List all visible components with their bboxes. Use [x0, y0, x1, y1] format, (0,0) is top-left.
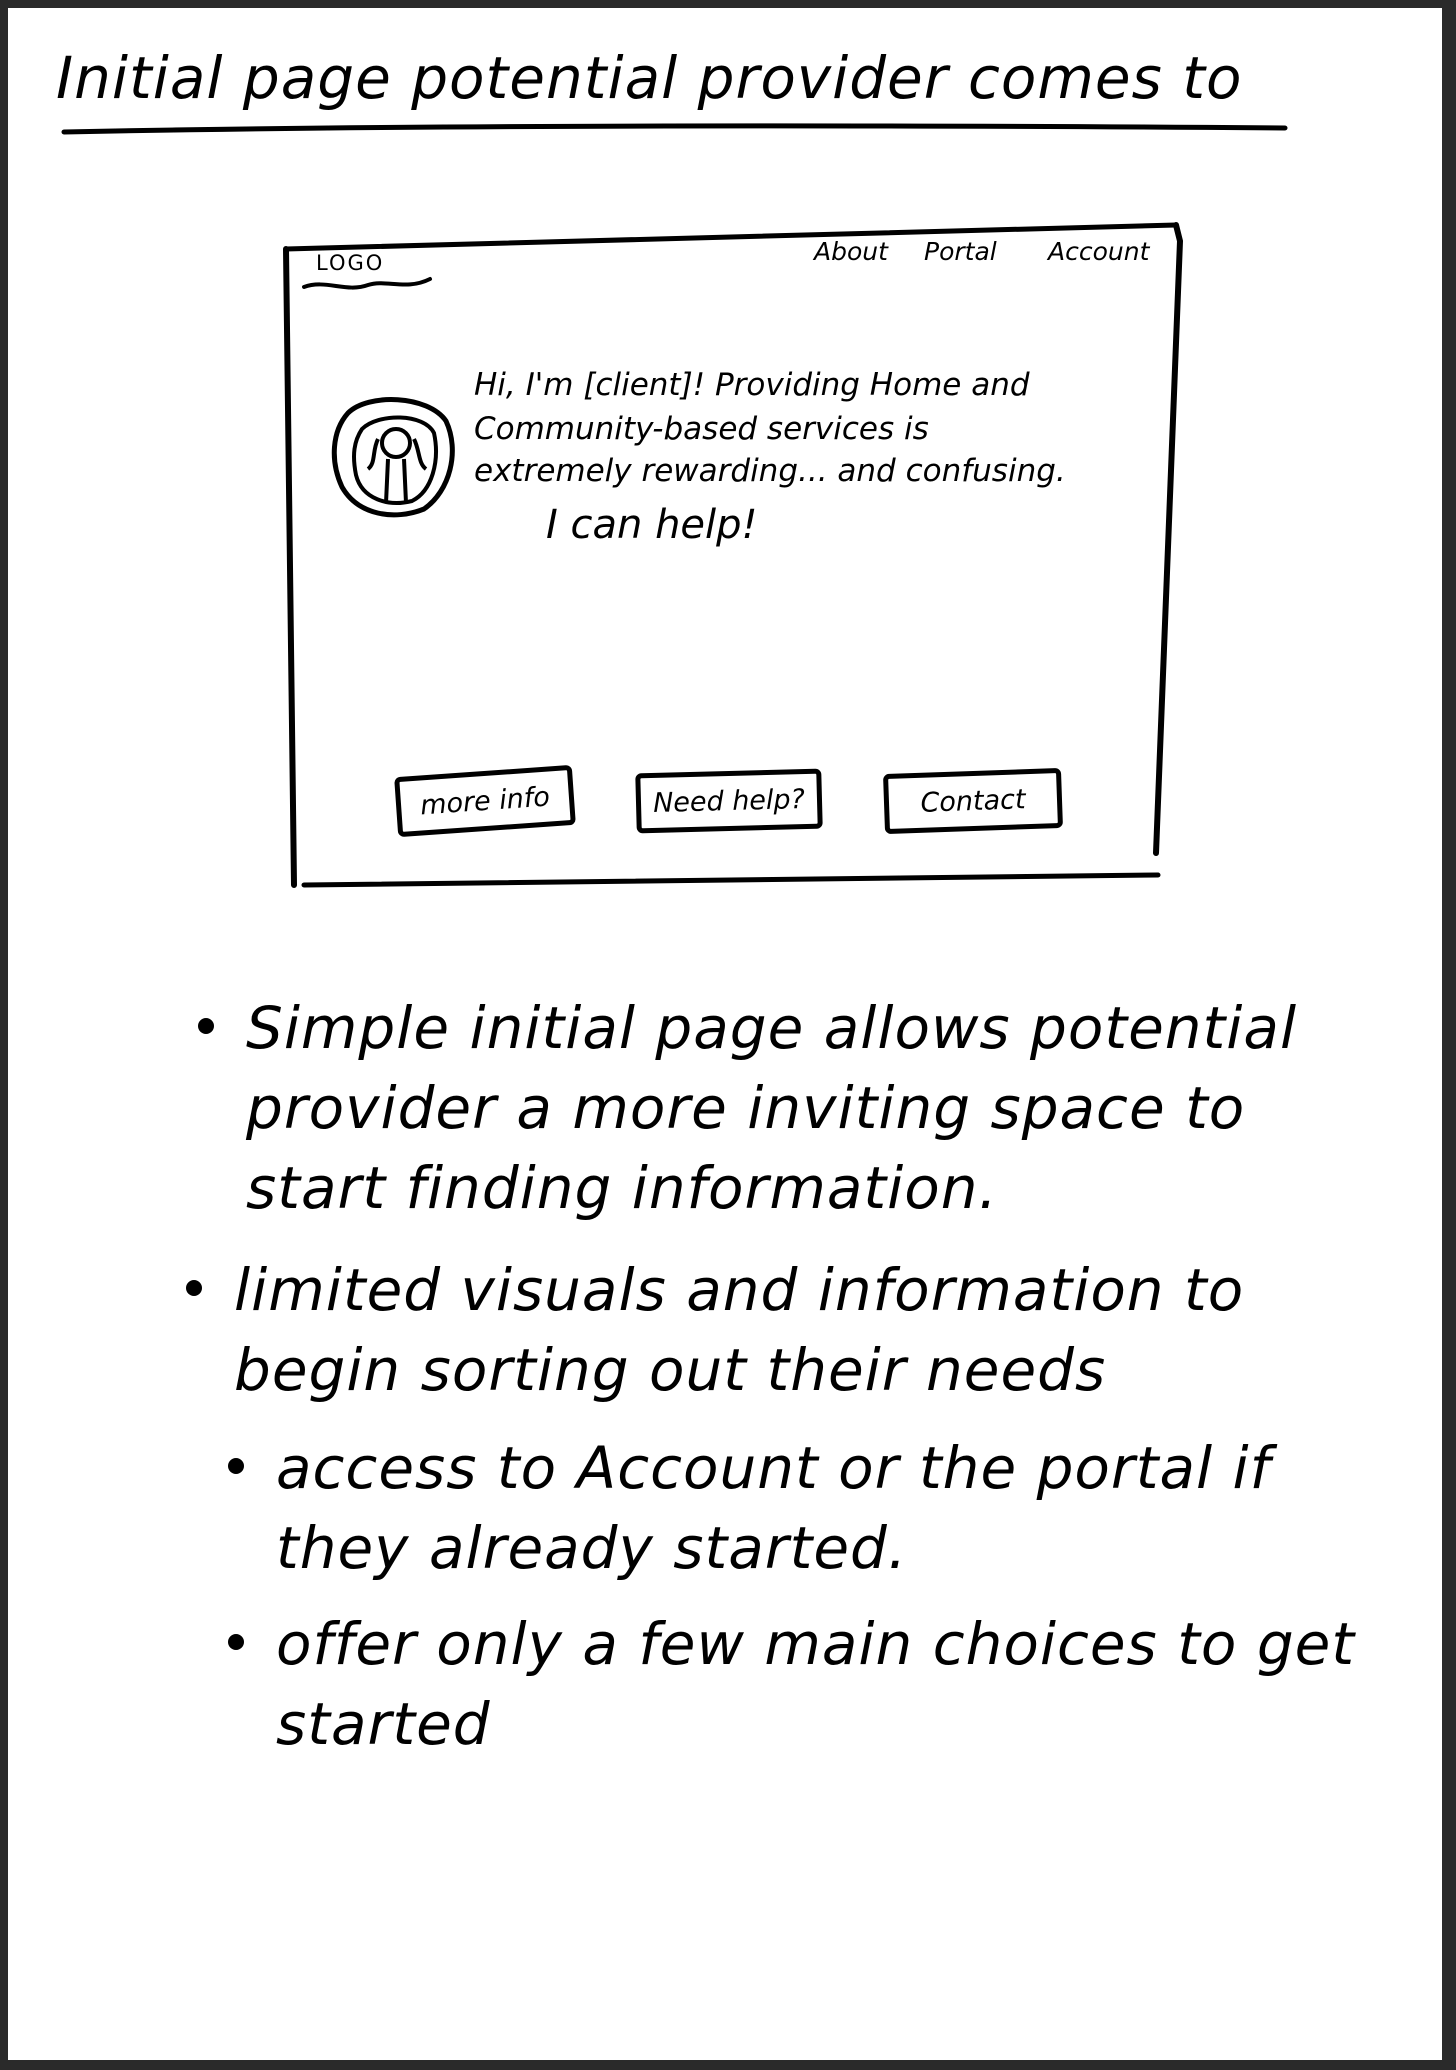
- contact-button[interactable]: Contact: [883, 768, 1063, 834]
- wireframe-logo: LOGO: [316, 251, 385, 275]
- nav-portal[interactable]: Portal: [924, 237, 997, 266]
- bullet-dot: [198, 1018, 214, 1034]
- bullet-dot: [228, 1458, 244, 1474]
- page-title: Initial page potential provider comes to: [56, 44, 1243, 112]
- greeting-line-4: I can help!: [546, 502, 758, 548]
- need-help-button[interactable]: Need help?: [635, 769, 823, 834]
- greeting-line-2: Community-based services is: [474, 411, 929, 447]
- greeting-line-1: Hi, I'm [client]! Providing Home and: [474, 367, 1030, 403]
- note-text: offer only a few main choices to get started: [276, 1610, 1356, 1758]
- title-underline: [60, 120, 1290, 140]
- nav-account[interactable]: Account: [1048, 237, 1150, 266]
- note-text: Simple initial page allows potential provider a more inviting space to start finding information.: [246, 994, 1298, 1222]
- bullet-dot: [228, 1634, 244, 1650]
- bullet-dot: [186, 1280, 202, 1296]
- note-text: limited visuals and information to begin sorting out their needs: [234, 1256, 1245, 1404]
- sketch-sheet: [8, 8, 1442, 2060]
- wireframe-sketch: [276, 213, 1196, 913]
- greeting-line-3: extremely rewarding... and confusing.: [474, 453, 1066, 489]
- client-avatar-icon: [328, 391, 458, 519]
- nav-about[interactable]: About: [814, 237, 888, 266]
- more-info-button[interactable]: more info: [394, 765, 576, 837]
- note-text: access to Account or the portal if they already started.: [276, 1434, 1272, 1582]
